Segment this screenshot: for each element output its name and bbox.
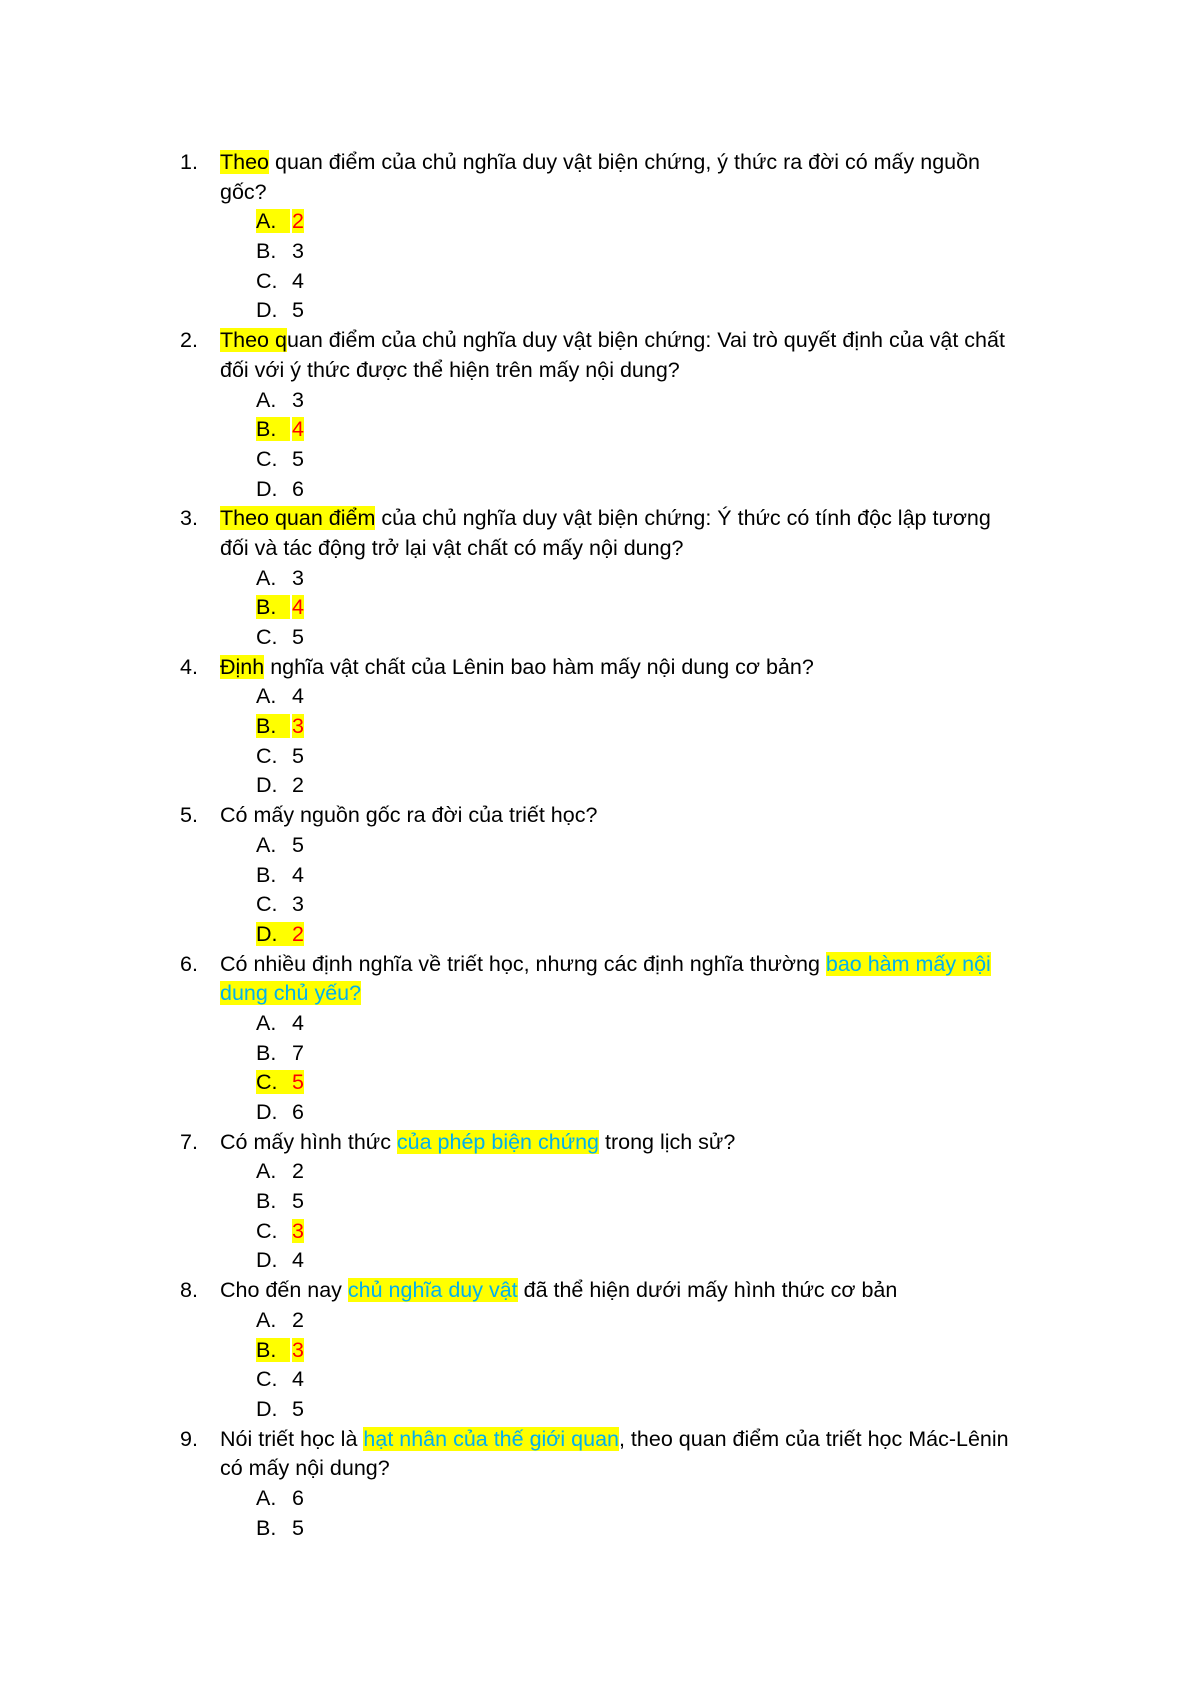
option-letter: D. bbox=[256, 476, 278, 501]
option-value: 3 bbox=[292, 387, 304, 412]
question-text-line bbox=[220, 801, 1080, 831]
question-text: Nói triết học là bbox=[220, 1426, 364, 1451]
answer-option bbox=[256, 1246, 1080, 1276]
option-value: 2 bbox=[292, 1307, 304, 1332]
answer-option bbox=[256, 237, 1080, 267]
option-letter: B. bbox=[256, 1040, 277, 1065]
answer-options bbox=[256, 386, 1080, 505]
question-number: 1. bbox=[180, 150, 198, 174]
option-value: 4 bbox=[292, 268, 304, 293]
option-letter: C. bbox=[256, 1367, 278, 1392]
question-number: 7. bbox=[180, 1129, 198, 1154]
question-text-line bbox=[220, 979, 1080, 1009]
question-1 bbox=[180, 148, 1080, 326]
question-number: 4. bbox=[180, 654, 198, 679]
option-value: 3 bbox=[292, 892, 304, 917]
option-letter: A. bbox=[256, 832, 277, 857]
correct-answer-value: 2 bbox=[292, 921, 304, 946]
option-letter: B. bbox=[256, 417, 290, 441]
answer-option bbox=[256, 1187, 1080, 1217]
answer-option bbox=[256, 712, 1080, 742]
answer-option bbox=[256, 1068, 1080, 1098]
answer-option bbox=[256, 682, 1080, 712]
option-value: 5 bbox=[292, 1189, 304, 1214]
highlighted-text: chủ nghĩa duy vật bbox=[347, 1278, 518, 1303]
option-value: 6 bbox=[292, 1485, 304, 1510]
question-6 bbox=[180, 950, 1080, 1128]
question-text: quan điểm của chủ nghĩa duy vật biện chứng, ý thức ra đời có mấy nguồn bbox=[269, 150, 981, 174]
question-text-line bbox=[220, 1454, 1080, 1484]
answer-option bbox=[256, 207, 1080, 237]
answer-option bbox=[256, 475, 1080, 505]
question-text: , theo quan điểm của triết học Mác-Lênin bbox=[618, 1426, 1009, 1451]
option-letter: B. bbox=[256, 1189, 277, 1214]
correct-answer-value: 3 bbox=[292, 1218, 304, 1243]
option-letter: D. bbox=[256, 773, 278, 798]
correct-answer-value: 4 bbox=[292, 417, 304, 442]
question-list bbox=[180, 148, 1080, 1543]
answer-options bbox=[256, 831, 1080, 950]
question-text-line bbox=[220, 504, 1080, 534]
question-text: có mấy nội dung? bbox=[220, 1456, 390, 1481]
question-number: 9. bbox=[180, 1426, 198, 1451]
answer-options bbox=[256, 1306, 1080, 1425]
answer-option bbox=[256, 1098, 1080, 1128]
correct-answer-value: 2 bbox=[292, 209, 304, 234]
answer-options bbox=[256, 1157, 1080, 1276]
option-value: 5 bbox=[292, 625, 304, 649]
option-letter: C. bbox=[256, 625, 278, 649]
highlighted-text: Theo bbox=[220, 150, 270, 174]
option-letter: A. bbox=[256, 209, 290, 233]
answer-option bbox=[256, 415, 1080, 445]
option-letter: A. bbox=[256, 684, 277, 709]
question-text-line bbox=[220, 534, 1080, 564]
option-letter: B. bbox=[256, 595, 290, 619]
question-number: 6. bbox=[180, 951, 198, 976]
answer-option bbox=[256, 296, 1080, 326]
answer-option bbox=[256, 1484, 1080, 1514]
option-value: 5 bbox=[292, 1515, 304, 1540]
highlighted-text: hạt nhân của thế giới quan bbox=[363, 1426, 619, 1451]
option-letter: D. bbox=[256, 1100, 278, 1124]
answer-option bbox=[256, 386, 1080, 416]
answer-option bbox=[256, 1306, 1080, 1336]
highlighted-text: của phép biện chứng bbox=[396, 1129, 599, 1154]
correct-answer-value: 4 bbox=[292, 595, 304, 620]
answer-option bbox=[256, 1009, 1080, 1039]
answer-option bbox=[256, 920, 1080, 950]
question-text: đã thể hiện dưới mấy hình thức cơ bản bbox=[517, 1278, 898, 1303]
correct-answer-value: 3 bbox=[292, 714, 304, 739]
question-text: của chủ nghĩa duy vật biện chứng: Ý thức có tính độc lập tương bbox=[375, 506, 991, 531]
answer-options bbox=[256, 1009, 1080, 1128]
answer-option bbox=[256, 771, 1080, 801]
question-text-line bbox=[220, 326, 1080, 356]
question-3 bbox=[180, 504, 1080, 652]
option-letter: A. bbox=[256, 1010, 277, 1035]
option-letter: D. bbox=[256, 1248, 278, 1273]
option-letter: D. bbox=[256, 1396, 278, 1421]
answer-option bbox=[256, 1365, 1080, 1395]
correct-answer-value: 3 bbox=[292, 1337, 304, 1362]
correct-answer-value: 5 bbox=[292, 1070, 304, 1095]
option-value: 5 bbox=[292, 298, 304, 323]
option-letter: B. bbox=[256, 1515, 277, 1540]
option-letter: A. bbox=[256, 565, 277, 590]
option-value: 6 bbox=[292, 476, 304, 501]
answer-option bbox=[256, 1514, 1080, 1544]
question-5 bbox=[180, 801, 1080, 949]
question-text-line bbox=[220, 653, 1080, 683]
answer-option bbox=[256, 1157, 1080, 1187]
option-value: 4 bbox=[292, 1248, 304, 1273]
option-letter: B. bbox=[256, 1338, 290, 1362]
option-value: 6 bbox=[292, 1100, 304, 1124]
answer-option bbox=[256, 742, 1080, 772]
option-letter: C. bbox=[256, 1070, 292, 1094]
answer-option bbox=[256, 623, 1080, 653]
question-number: 8. bbox=[180, 1278, 198, 1303]
answer-options bbox=[256, 1484, 1080, 1543]
question-2 bbox=[180, 326, 1080, 504]
highlighted-text: Định bbox=[220, 654, 265, 679]
question-text: trong lịch sử? bbox=[599, 1129, 736, 1154]
question-text: Có nhiều định nghĩa về triết học, nhưng các định nghĩa thường bbox=[220, 951, 826, 976]
answer-options bbox=[256, 682, 1080, 801]
highlighted-text: Theo quan điểm bbox=[220, 506, 376, 531]
option-value: 3 bbox=[292, 239, 304, 264]
answer-option bbox=[256, 1217, 1080, 1247]
question-text-line bbox=[220, 1128, 1080, 1158]
question-number: 2. bbox=[180, 328, 198, 353]
option-letter: C. bbox=[256, 446, 278, 471]
question-text: Có mấy nguồn gốc ra đời của triết học? bbox=[220, 803, 598, 828]
answer-option bbox=[256, 564, 1080, 594]
question-text: đối với ý thức được thể hiện trên mấy nội dung? bbox=[220, 357, 680, 382]
question-text: gốc? bbox=[220, 179, 267, 204]
option-letter: A. bbox=[256, 1485, 277, 1510]
answer-option bbox=[256, 1336, 1080, 1366]
answer-option bbox=[256, 445, 1080, 475]
question-text-line bbox=[220, 356, 1080, 386]
question-text-line bbox=[220, 950, 1080, 980]
question-4 bbox=[180, 653, 1080, 801]
answer-option bbox=[256, 1039, 1080, 1069]
question-text-line bbox=[220, 178, 1080, 208]
answer-option bbox=[256, 890, 1080, 920]
option-value: 3 bbox=[292, 565, 304, 590]
question-8 bbox=[180, 1276, 1080, 1424]
option-value: 5 bbox=[292, 743, 304, 768]
question-7 bbox=[180, 1128, 1080, 1276]
option-letter: A. bbox=[256, 1307, 277, 1332]
answer-option bbox=[256, 267, 1080, 297]
question-text-line bbox=[220, 148, 1080, 178]
highlighted-text: bao hàm mấy nội bbox=[825, 951, 991, 976]
option-letter: A. bbox=[256, 1159, 277, 1184]
highlighted-text: Theo q bbox=[220, 328, 287, 353]
answer-option bbox=[256, 831, 1080, 861]
question-text: nghĩa vật chất của Lênin bao hàm mấy nội dung cơ bản? bbox=[264, 654, 814, 679]
option-value: 7 bbox=[292, 1040, 304, 1065]
option-value: 5 bbox=[292, 1396, 304, 1421]
option-value: 4 bbox=[292, 1010, 304, 1035]
option-value: 2 bbox=[292, 773, 304, 798]
option-value: 5 bbox=[292, 446, 304, 471]
question-text-line bbox=[220, 1276, 1080, 1306]
option-value: 4 bbox=[292, 1367, 304, 1392]
question-text: Cho đến nay bbox=[220, 1278, 348, 1303]
option-letter: C. bbox=[256, 268, 278, 293]
question-text: đối và tác động trở lại vật chất có mấy nội dung? bbox=[220, 535, 684, 560]
option-letter: B. bbox=[256, 239, 277, 264]
highlighted-text: dung chủ yếu? bbox=[220, 981, 362, 1006]
answer-option bbox=[256, 593, 1080, 623]
option-value: 4 bbox=[292, 684, 304, 709]
option-value: 5 bbox=[292, 832, 304, 857]
option-letter: D. bbox=[256, 922, 292, 946]
option-value: 4 bbox=[292, 862, 304, 887]
question-9 bbox=[180, 1425, 1080, 1544]
question-text: Có mấy hình thức bbox=[220, 1129, 397, 1154]
option-letter: D. bbox=[256, 298, 278, 323]
question-number: 3. bbox=[180, 506, 198, 531]
option-letter: A. bbox=[256, 387, 277, 412]
answer-options bbox=[256, 207, 1080, 326]
option-letter: C. bbox=[256, 892, 278, 917]
question-text-line bbox=[220, 1425, 1080, 1455]
answer-options bbox=[256, 564, 1080, 653]
answer-option bbox=[256, 1395, 1080, 1425]
answer-option bbox=[256, 861, 1080, 891]
option-letter: B. bbox=[256, 714, 290, 738]
option-value: 2 bbox=[292, 1159, 304, 1184]
question-text: uan điểm của chủ nghĩa duy vật biện chứng: Vai trò quyết định của vật chất bbox=[286, 328, 1005, 353]
question-number: 5. bbox=[180, 803, 198, 828]
option-letter: C. bbox=[256, 743, 278, 768]
option-letter: C. bbox=[256, 1218, 278, 1243]
option-letter: B. bbox=[256, 862, 277, 887]
